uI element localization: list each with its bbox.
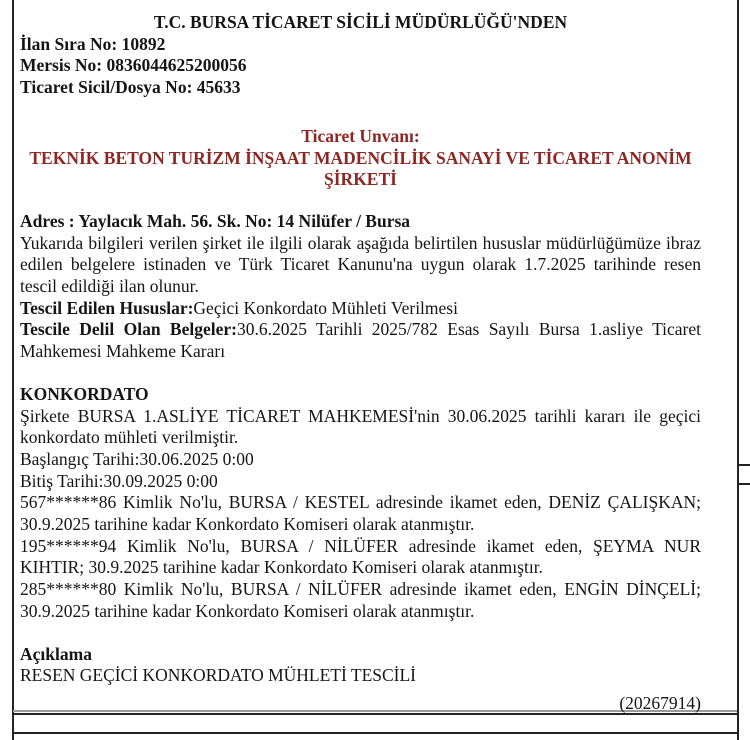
document-border-left	[12, 0, 14, 740]
intro-paragraph: Yukarıda bilgileri verilen şirket ile ilgili olarak aşağıda belirtilen hususlar müdürlüğümüze ibraz edilen belgelere istinaden ve Türk Ticaret Kanunu'na uygun olarak 1.7.2025 tarihinde resen tescil edildiği ilan olunur.	[20, 232, 701, 297]
registered-matters-label: Tescil Edilen Hususlar:	[20, 297, 194, 318]
end-date-value: 30.09.2025 0:00	[103, 470, 218, 491]
document-border-right	[737, 0, 739, 740]
announcement-number: (20267914)	[619, 692, 701, 713]
registered-matters-line	[20, 298, 701, 320]
sicil-dosya-no-label: Ticaret Sicil/Dosya No:	[20, 77, 193, 98]
ilan-sira-no-value: 10892	[121, 33, 166, 54]
ilan-sira-no-line	[20, 34, 701, 56]
next-announcement-top-rule	[13, 732, 737, 734]
konkordato-heading: KONKORDATO	[20, 383, 149, 404]
sicil-dosya-no-value: 45633	[196, 77, 241, 98]
authority-title: T.C. BURSA TİCARET SİCİLİ MÜDÜRLÜĞÜ'NDEN	[153, 12, 568, 32]
commissioner-entry: 285******80 Kimlik No'lu, BURSA / NİLÜFER adresinde ikamet eden, ENGİN DİNÇELİ; 30.9.2025 tarihine kadar Konkordato Komiseri olarak atanmıştır.	[20, 579, 701, 621]
commissioner-entry: 195******94 Kimlik No'lu, BURSA / NİLÜFER adresinde ikamet eden, ŞEYMA NUR KIHTIR; 30.9.2025 tarihine kadar Konkordato Komiseri olarak atanmıştır.	[20, 535, 701, 578]
commissioner-entry: 567******86 Kimlik No'lu, BURSA / KESTEL adresinde ikamet eden, DENİZ ÇALIŞKAN; 30.9.2025 tarihine kadar Konkordato Komiseri olarak atanmıştır.	[20, 492, 701, 535]
margin-tick-icon	[739, 483, 750, 485]
registered-matters-value: Geçici Konkordato Mühleti Verilmesi	[193, 297, 458, 318]
start-date-value: 30.06.2025 0:00	[139, 448, 254, 469]
start-date-line	[20, 449, 701, 471]
mersis-no-line	[20, 55, 701, 77]
trade-name-block	[20, 126, 701, 191]
trade-name-label: Ticaret Unvanı:	[301, 125, 420, 146]
end-date-label: Bitiş Tarihi:	[20, 470, 104, 491]
aciklama-heading: Açıklama	[20, 643, 92, 664]
konkordato-decision: Şirkete BURSA 1.ASLİYE TİCARET MAHKEMESİ'nin 30.06.2025 tarihli kararı ile geçici konkordato mühleti verilmiştir.	[20, 405, 701, 448]
start-date-label: Başlangıç Tarihi:	[20, 448, 140, 469]
announcement-body	[20, 12, 701, 715]
end-date-line	[20, 471, 701, 493]
evidence-documents-label: Tescile Delil Olan Belgeler:	[20, 319, 237, 340]
ilan-sira-no-label: İlan Sıra No:	[20, 33, 118, 54]
mersis-no-value: 0836044625200056	[106, 55, 247, 76]
margin-tick-icon	[739, 464, 750, 466]
mersis-no-label: Mersis No:	[20, 55, 103, 76]
evidence-documents-value: 30.6.2025 Tarihli 2025/782 Esas Sayılı Bursa 1.asliye Ticaret Mahkemesi Mahkeme Kararı	[20, 319, 701, 362]
aciklama-text: RESEN GEÇİCİ KONKORDATO MÜHLETİ TESCİLİ	[20, 665, 417, 686]
evidence-documents-line	[20, 319, 701, 362]
sicil-dosya-no-line	[20, 77, 701, 99]
company-name: TEKNİK BETON TURİZM İNŞAAT MADENCİLİK SANAYİ VE TİCARET ANONİM ŞİRKETİ	[29, 147, 692, 190]
address-line: Adres : Yaylacık Mah. 56. Sk. No: 14 Nilüfer / Bursa	[20, 210, 411, 231]
